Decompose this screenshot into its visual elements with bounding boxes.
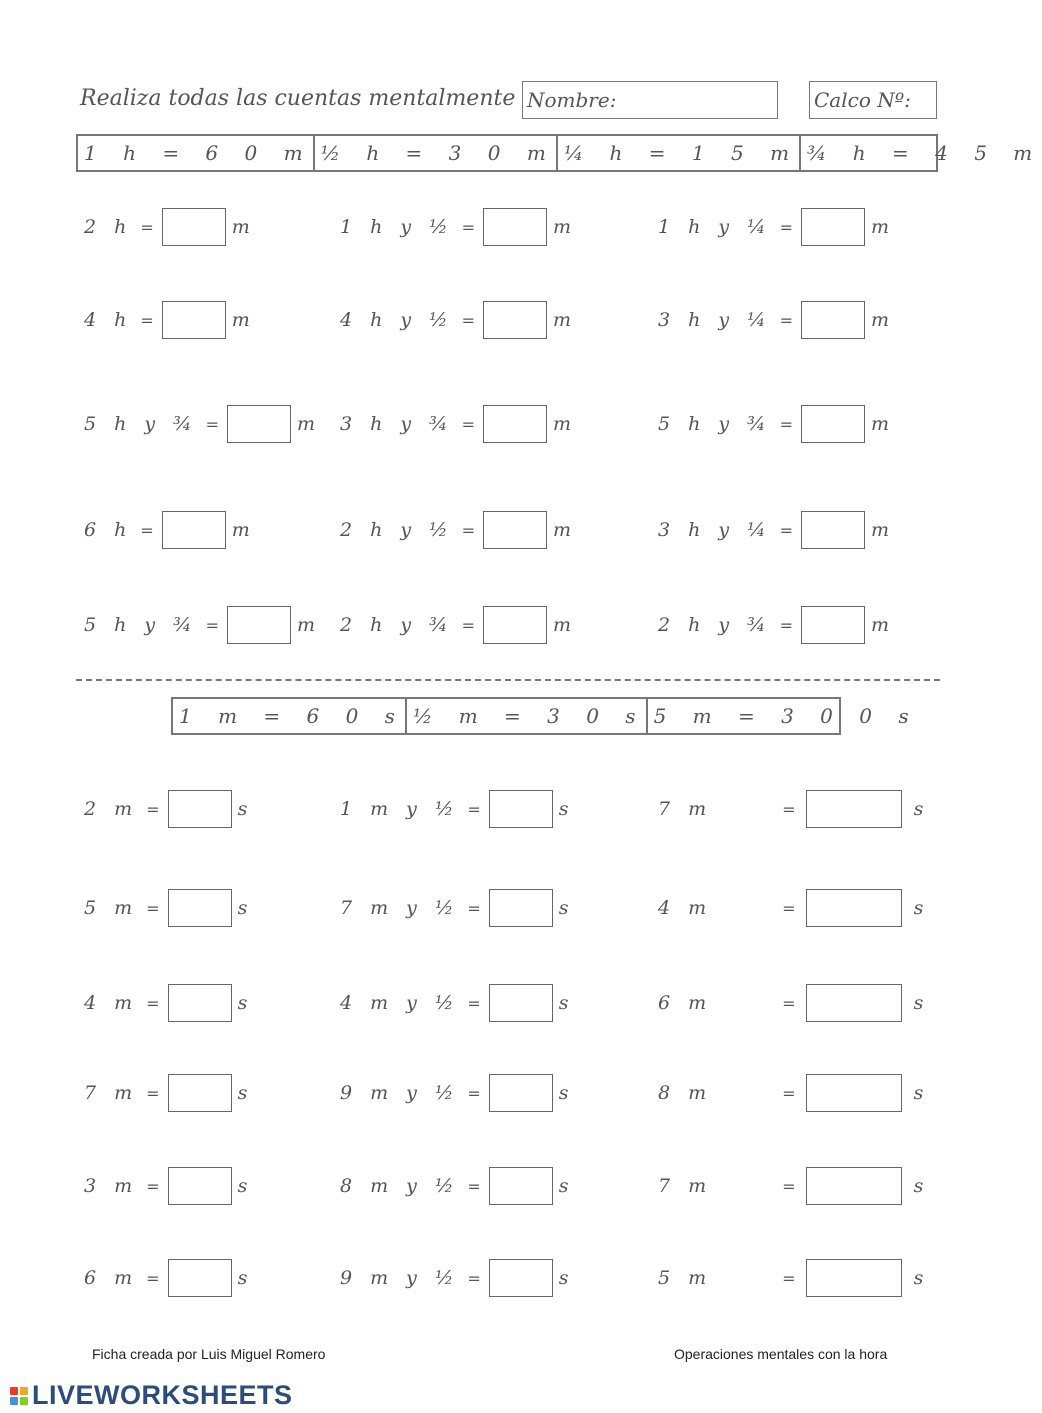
minutes-reference-cell: 5 m = 3 0 0 s — [653, 704, 919, 728]
hours-exercise — [340, 510, 571, 550]
equals-sign: = — [467, 1083, 481, 1103]
exercise-expression: 9 m y ½ — [340, 1267, 460, 1289]
unit-label: m — [871, 519, 890, 541]
unit-label: s — [237, 798, 248, 820]
minutes-exercise — [84, 1258, 247, 1298]
exercise-expression: 7 m — [84, 1082, 139, 1104]
exercise-expression: 4 m y ½ — [340, 992, 460, 1014]
hours-exercise — [658, 605, 889, 645]
calc-number-label: Calco Nº: — [814, 88, 911, 112]
unit-label: m — [553, 519, 572, 541]
exercise-expression: 5 h y ¾ — [84, 413, 198, 435]
exercise-expression: 1 h y ¼ — [658, 216, 772, 238]
unit-label: s — [913, 798, 924, 820]
liveworksheets-logo-text: LIVEWORKSHEETS — [32, 1380, 293, 1410]
exercise-expression: 5 m — [84, 897, 139, 919]
exercise-expression: 4 h y ½ — [340, 309, 454, 331]
exercise-expression: 1 m y ½ — [340, 798, 460, 820]
equals-sign: = — [461, 310, 475, 330]
exercise-expression: 3 h y ¾ — [340, 413, 454, 435]
section-divider — [76, 679, 940, 681]
answer-input[interactable] — [489, 790, 553, 828]
exercise-expression: 2 h y ½ — [340, 519, 454, 541]
answer-input[interactable] — [168, 1074, 232, 1112]
liveworksheets-logo — [10, 1380, 293, 1411]
equals-sign: = — [779, 520, 793, 540]
minutes-exercise — [340, 1258, 569, 1298]
unit-label: m — [553, 413, 572, 435]
exercise-expression: 3 m — [84, 1175, 139, 1197]
equals-sign: = — [782, 898, 796, 918]
unit-label: s — [558, 1267, 569, 1289]
minutes-exercise — [84, 983, 247, 1023]
answer-input[interactable] — [162, 208, 226, 246]
hours-reference-cell: 1 h = 6 0 m — [78, 136, 315, 170]
hours-exercise — [84, 404, 315, 444]
equals-sign: = — [146, 799, 160, 819]
unit-label: s — [558, 897, 569, 919]
answer-input[interactable] — [483, 208, 547, 246]
unit-label: s — [558, 1175, 569, 1197]
logo-square — [10, 1397, 18, 1405]
minutes-exercise — [340, 789, 569, 829]
answer-input[interactable] — [168, 889, 232, 927]
hours-exercise — [340, 300, 571, 340]
exercise-expression: 8 m y ½ — [340, 1175, 460, 1197]
logo-square — [10, 1387, 18, 1395]
minutes-exercise — [658, 1166, 923, 1206]
answer-input[interactable] — [801, 208, 865, 246]
hours-exercise — [84, 207, 250, 247]
hours-exercise — [658, 207, 889, 247]
exercise-expression: 4 m — [84, 992, 139, 1014]
answer-input[interactable] — [168, 1167, 232, 1205]
minutes-exercise — [340, 1073, 569, 1113]
unit-label: s — [558, 1082, 569, 1104]
name-label: Nombre: — [527, 88, 617, 112]
exercise-expression: 6 m — [658, 992, 713, 1014]
logo-square — [20, 1397, 28, 1405]
answer-input[interactable] — [168, 790, 232, 828]
minutes-exercise — [340, 888, 569, 928]
footer-topic: Operaciones mentales con la hora — [674, 1346, 888, 1362]
minutes-exercise — [84, 789, 247, 829]
equals-sign: = — [461, 414, 475, 434]
answer-input[interactable] — [489, 889, 553, 927]
footer-author: Ficha creada por Luis Miguel Romero — [92, 1346, 326, 1362]
exercise-expression: 6 m — [84, 1267, 139, 1289]
hours-reference-cell: ½ h = 3 0 m — [315, 136, 558, 170]
equals-sign: = — [461, 615, 475, 635]
unit-label: m — [297, 413, 316, 435]
answer-input[interactable] — [489, 1167, 553, 1205]
exercise-expression: 5 h y ¾ — [658, 413, 772, 435]
hours-exercise — [658, 300, 889, 340]
equals-sign: = — [779, 615, 793, 635]
answer-input[interactable] — [483, 301, 547, 339]
unit-label: m — [871, 614, 890, 636]
hours-reference-cell: ¾ h = 4 5 m — [807, 141, 1042, 165]
equals-sign: = — [146, 898, 160, 918]
equals-sign: = — [467, 1268, 481, 1288]
equals-sign: = — [140, 217, 154, 237]
unit-label: s — [913, 1082, 924, 1104]
unit-label: s — [237, 1267, 248, 1289]
unit-label: s — [913, 1267, 924, 1289]
unit-label: s — [237, 992, 248, 1014]
exercise-expression: 8 m — [658, 1082, 713, 1104]
minutes-exercise — [658, 1073, 923, 1113]
equals-sign: = — [461, 217, 475, 237]
answer-input[interactable] — [806, 1259, 902, 1297]
minutes-exercise — [658, 1258, 923, 1298]
hours-exercise — [84, 300, 250, 340]
unit-label: s — [913, 897, 924, 919]
answer-input[interactable] — [168, 1259, 232, 1297]
equals-sign: = — [205, 414, 219, 434]
hours-exercise — [658, 404, 889, 444]
equals-sign: = — [146, 1176, 160, 1196]
answer-input[interactable] — [806, 790, 902, 828]
worksheet-instructions: Realiza todas las cuentas mentalmente — [80, 86, 516, 111]
equals-sign: = — [146, 1083, 160, 1103]
exercise-expression: 4 h — [84, 309, 133, 331]
unit-label: s — [913, 1175, 924, 1197]
equals-sign: = — [779, 310, 793, 330]
unit-label: m — [231, 309, 250, 331]
equals-sign: = — [146, 993, 160, 1013]
equals-sign: = — [140, 310, 154, 330]
equals-sign: = — [779, 217, 793, 237]
answer-input[interactable] — [489, 1259, 553, 1297]
answer-input[interactable] — [162, 511, 226, 549]
equals-sign: = — [782, 1268, 796, 1288]
unit-label: m — [871, 216, 890, 238]
hours-exercise — [340, 207, 571, 247]
answer-input[interactable] — [227, 606, 291, 644]
exercise-expression: 2 h y ¾ — [658, 614, 772, 636]
answer-input[interactable] — [806, 1167, 902, 1205]
calc-number-field[interactable] — [809, 81, 937, 119]
answer-input[interactable] — [801, 405, 865, 443]
answer-input[interactable] — [806, 889, 902, 927]
equals-sign: = — [467, 993, 481, 1013]
answer-input[interactable] — [483, 606, 547, 644]
exercise-expression: 4 m — [658, 897, 713, 919]
equals-sign: = — [467, 1176, 481, 1196]
exercise-expression: 2 h y ¾ — [340, 614, 454, 636]
unit-label: s — [558, 992, 569, 1014]
unit-label: m — [553, 309, 572, 331]
hours-reference-cell: ¼ h = 1 5 m — [558, 136, 801, 170]
unit-label: m — [553, 216, 572, 238]
minutes-reference-cell: 1 m = 6 0 s — [173, 699, 407, 733]
minutes-exercise — [84, 888, 247, 928]
exercise-expression: 3 h y ¼ — [658, 309, 772, 331]
equals-sign: = — [146, 1268, 160, 1288]
unit-label: m — [231, 519, 250, 541]
answer-input[interactable] — [483, 511, 547, 549]
minutes-exercise — [658, 983, 923, 1023]
unit-label: s — [237, 1082, 248, 1104]
unit-label: m — [231, 216, 250, 238]
equals-sign: = — [140, 520, 154, 540]
answer-input[interactable] — [168, 984, 232, 1022]
exercise-expression: 9 m y ½ — [340, 1082, 460, 1104]
equals-sign: = — [782, 799, 796, 819]
equals-sign: = — [779, 414, 793, 434]
answer-input[interactable] — [806, 1074, 902, 1112]
equals-sign: = — [782, 1176, 796, 1196]
name-field[interactable] — [522, 81, 778, 119]
exercise-expression: 3 h y ¼ — [658, 519, 772, 541]
minutes-reference-table — [171, 697, 919, 735]
unit-label: s — [237, 897, 248, 919]
liveworksheets-logo-icon — [10, 1387, 28, 1405]
exercise-expression: 5 m — [658, 1267, 713, 1289]
unit-label: m — [871, 309, 890, 331]
exercise-expression: 7 m — [658, 1175, 713, 1197]
answer-input[interactable] — [801, 606, 865, 644]
unit-label: m — [553, 614, 572, 636]
minutes-exercise — [658, 888, 923, 928]
hours-reference-table — [76, 134, 1042, 172]
unit-label: m — [871, 413, 890, 435]
minutes-exercise — [658, 789, 923, 829]
minutes-exercise — [340, 983, 569, 1023]
answer-input[interactable] — [483, 405, 547, 443]
equals-sign: = — [467, 898, 481, 918]
answer-input[interactable] — [801, 511, 865, 549]
exercise-expression: 2 m — [84, 798, 139, 820]
hours-exercise — [84, 605, 315, 645]
minutes-reference-cell: ½ m = 3 0 s — [407, 699, 648, 733]
unit-label: m — [297, 614, 316, 636]
minutes-exercise — [340, 1166, 569, 1206]
unit-label: s — [913, 992, 924, 1014]
hours-exercise — [340, 404, 571, 444]
exercise-expression: 6 h — [84, 519, 133, 541]
minutes-exercise — [84, 1073, 247, 1113]
exercise-expression: 5 h y ¾ — [84, 614, 198, 636]
equals-sign: = — [467, 799, 481, 819]
equals-sign: = — [782, 993, 796, 1013]
equals-sign: = — [205, 615, 219, 635]
hours-exercise — [658, 510, 889, 550]
exercise-expression: 2 h — [84, 216, 133, 238]
answer-input[interactable] — [489, 1074, 553, 1112]
answer-input[interactable] — [162, 301, 226, 339]
hours-exercise — [84, 510, 250, 550]
answer-input[interactable] — [489, 984, 553, 1022]
exercise-expression: 1 h y ½ — [340, 216, 454, 238]
answer-input[interactable] — [806, 984, 902, 1022]
unit-label: s — [237, 1175, 248, 1197]
equals-sign: = — [461, 520, 475, 540]
answer-input[interactable] — [227, 405, 291, 443]
minutes-exercise — [84, 1166, 247, 1206]
hours-exercise — [340, 605, 571, 645]
unit-label: s — [558, 798, 569, 820]
exercise-expression: 7 m y ½ — [340, 897, 460, 919]
exercise-expression: 7 m — [658, 798, 713, 820]
equals-sign: = — [782, 1083, 796, 1103]
answer-input[interactable] — [801, 301, 865, 339]
logo-square — [20, 1387, 28, 1395]
